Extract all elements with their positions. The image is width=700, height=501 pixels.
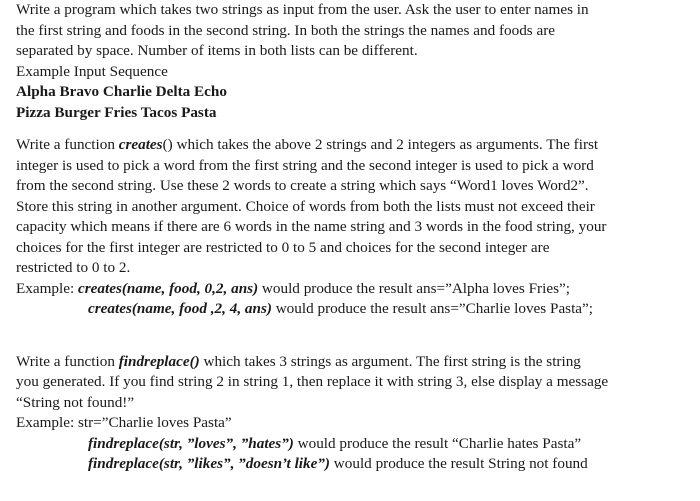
findreplace-line-1-post: which takes 3 strings as argument. The first string is the string (199, 352, 581, 370)
findreplace-line-2: you generated. If you find string 2 in string 1, then replace it with string 3, else display a message (16, 373, 609, 390)
creates-example-2-call: creates(name, food ,2, 4, ans) (88, 300, 272, 317)
findreplace-section (16, 352, 696, 475)
findreplace-example-1-call: findreplace(str, ”loves”, ”hates”) (88, 434, 294, 452)
findreplace-example-1 (16, 434, 696, 455)
creates-line-1 (16, 135, 696, 156)
creates-line-6: choices for the first integer are restricted to 0 to 5 and choices for the second integer are (16, 238, 550, 256)
foods-example: Pizza Burger Fries Tacos Pasta (16, 103, 217, 121)
creates-example-1-call: creates(name, food, 0,2, ans) (78, 279, 259, 297)
intro-section (16, 0, 696, 123)
creates-line-2: integer is used to pick a word from the first string and the second integer is used to pick a word (16, 156, 594, 174)
creates-line-5: capacity which means if there are 6 words in the name string and 3 words in the food string, your (16, 218, 607, 235)
creates-line-4: Store this string in another argument. Choice of words from both the lists must not exceed their (16, 197, 595, 215)
intro-line-3: separated by space. Number of items in both lists can be different. (16, 42, 418, 59)
findreplace-line-1 (16, 352, 696, 373)
intro-line-1: Write a program which takes two strings as input from the user. Ask the user to enter names in (16, 1, 589, 18)
creates-func-name: creates (118, 136, 163, 153)
creates-line-3: from the second string. Use these 2 words to create a string which says “Word1 loves Word2”. (16, 177, 589, 194)
names-example: Alpha Bravo Charlie Delta Echo (16, 83, 227, 100)
findreplace-line-1-pre: Write a function (16, 352, 119, 370)
findreplace-example-line: Example: str=”Charlie loves Pasta” (16, 414, 232, 431)
findreplace-func-name: findreplace() (118, 352, 200, 370)
creates-example-1 (16, 279, 696, 300)
findreplace-example-1-result: would produce the result “Charlie hates Pasta” (293, 434, 582, 452)
example-input-label: Example Input Sequence (16, 62, 168, 80)
intro-line-2: the first string and foods in the second string. In both the strings the names and foods are (16, 21, 556, 39)
creates-line-1-pre: Write a function (16, 136, 119, 153)
creates-line-1-post: () which takes the above 2 strings and 2 integers as arguments. The first (162, 136, 599, 153)
creates-example-1-result: would produce the result ans=”Alpha loves Fries”; (258, 279, 570, 297)
findreplace-example-2 (16, 454, 696, 475)
findreplace-line-3: “String not found!” (16, 393, 135, 411)
creates-section (16, 135, 696, 320)
findreplace-example-2-result: would produce the result String not found (330, 455, 588, 472)
creates-example-2-result: would produce the result ans=”Charlie loves Pasta”; (271, 300, 594, 317)
findreplace-example-2-call: findreplace(str, ”likes”, ”doesn’t like”) (88, 455, 330, 472)
creates-line-7: restricted to 0 to 2. (16, 259, 131, 276)
creates-example-label: Example: (16, 279, 78, 297)
creates-example-2 (16, 299, 696, 320)
